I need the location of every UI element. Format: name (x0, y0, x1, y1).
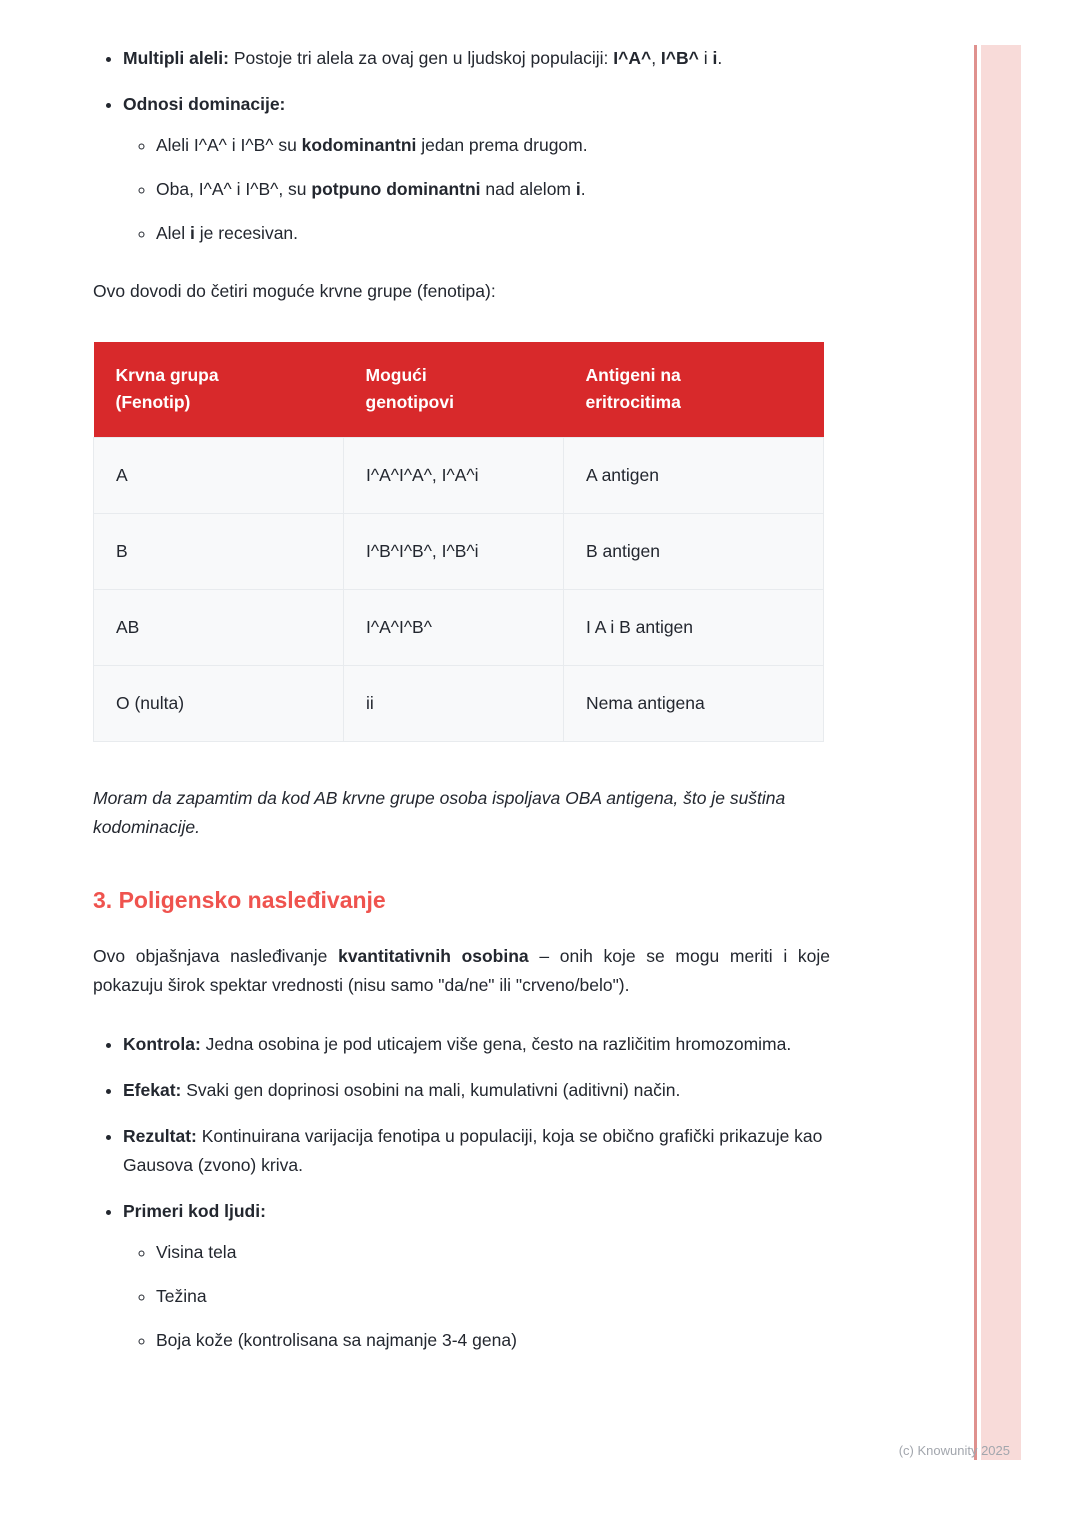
table-header (94, 342, 824, 437)
polygenic-list (93, 1030, 830, 1355)
list-item-text: Odnosi dominacije: (123, 94, 286, 115)
header-line: Mogući (365, 365, 427, 386)
list-item: ◦ Visina tela (156, 1238, 830, 1267)
table-header-cell (564, 342, 824, 437)
table-header-cell (94, 342, 344, 437)
table-cell: A antigen (564, 437, 824, 513)
table-row (94, 437, 824, 513)
list-item: ◦ Oba, I^A^ i I^B^, su potpuno dominantni nad alelom i. (156, 175, 830, 204)
table-header-cell (344, 342, 564, 437)
table-cell: I A i B antigen (564, 589, 824, 665)
table-cell: AB (94, 589, 344, 665)
blood-group-table (93, 342, 824, 741)
table-cell: ii (344, 665, 564, 741)
copyright-footer: (c) Knowunity 2025 (898, 1443, 1010, 1458)
table-row (94, 513, 824, 589)
list-item: ◦ Alel i je recesivan. (156, 219, 830, 248)
alleles-list (93, 44, 830, 248)
table-cell: I^A^I^B^ (344, 589, 564, 665)
list-item (123, 90, 830, 248)
header-line: (Fenotip) (115, 392, 191, 413)
table-cell: I^B^I^B^, I^B^i (344, 513, 564, 589)
header-line: Antigeni na (585, 365, 681, 386)
section-paragraph: Ovo objašnjava nasleđivanje kvantitativnih osobina – onih koje se mogu meriti i koje pokazuju širok spektar vrednosti (nisu samo "da/ne" ili "crveno/belo"). (93, 945, 830, 995)
table-cell: Nema antigena (564, 665, 824, 741)
intro-paragraph: Ovo dovodi do četiri moguće krvne grupe (fenotipa): (93, 281, 496, 302)
section-heading: 3. Poligensko nasleđivanje (93, 886, 386, 913)
dominance-sublist (123, 131, 830, 248)
list-item (123, 1197, 830, 1355)
list-item: • Kontrola: Jedna osobina je pod uticajem više gena, često na različitim hromozomima. (123, 1030, 830, 1059)
list-item: ◦ Aleli I^A^ i I^B^ su kodominantni jedan prema drugom. (156, 131, 830, 160)
table-row (94, 589, 824, 665)
list-item: • Rezultat: Kontinuirana varijacija fenotipa u populaciji, koja se obično grafički prikazuje kao Gausova (zvono) kriva. (123, 1122, 830, 1180)
table-cell: A (94, 437, 344, 513)
page-edge-bar (981, 45, 1021, 1460)
header-line: genotipovi (365, 392, 454, 413)
table-cell: I^A^I^A^, I^A^i (344, 437, 564, 513)
note-paragraph: Moram da zapamtim da kod AB krvne grupe osoba ispoljava OBA antigena, što je suština kodominacije. (93, 787, 786, 837)
examples-sublist (123, 1238, 830, 1355)
list-item: • Efekat: Svaki gen doprinosi osobini na mali, kumulativni (aditivni) način. (123, 1076, 830, 1105)
header-line: eritrocitima (585, 392, 681, 413)
table-row (94, 665, 824, 741)
page-edge-line (974, 45, 977, 1460)
table-cell: B antigen (564, 513, 824, 589)
list-item-text: Primeri kod ljudi: (123, 1200, 266, 1221)
header-line: Krvna grupa (115, 365, 219, 386)
table-cell: O (nulta) (94, 665, 344, 741)
list-item: ◦ Boja kože (kontrolisana sa najmanje 3-4 gena) (156, 1326, 830, 1355)
document-content (93, 44, 830, 1372)
list-item: ◦ Težina (156, 1282, 830, 1311)
list-item: • Multipli aleli: Postoje tri alela za ovaj gen u ljudskoj populaciji: I^A^, I^B^ i i. (123, 44, 830, 73)
table-cell: B (94, 513, 344, 589)
